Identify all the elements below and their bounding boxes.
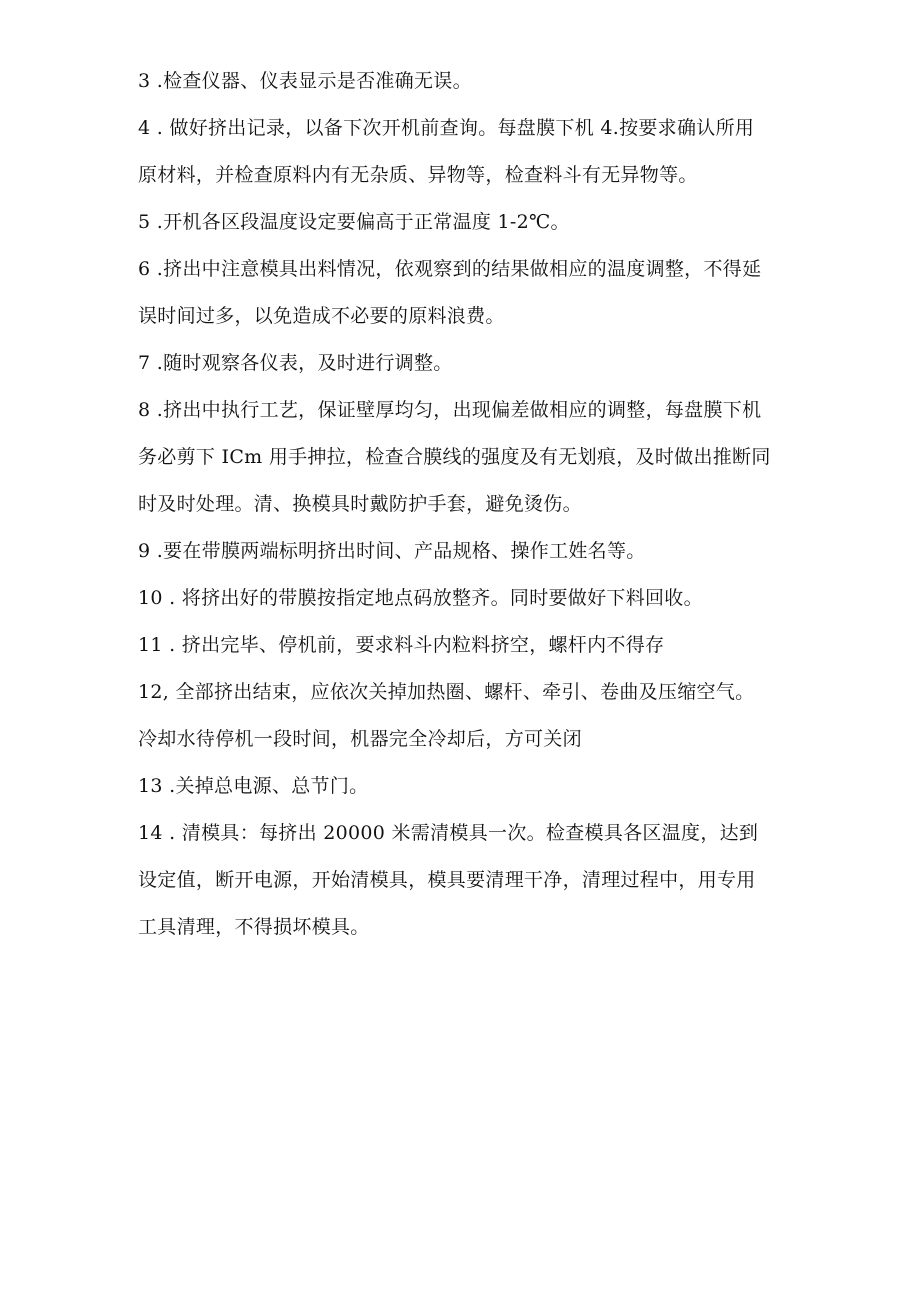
document-page xyxy=(138,58,798,951)
text-line-item-14-cont-2: 工具清理，不得损坏模具。 xyxy=(138,916,370,938)
text-line-item-6-cont: 误时间过多，以免造成不必要的原料浪费。 xyxy=(138,305,505,327)
text-line-item-6: 6 .挤出中注意模具出料情况，依观察到的结果做相应的温度调整，不得延 xyxy=(138,258,762,280)
text-line-item-13: 13 .关掉总电源、总节门。 xyxy=(138,775,369,797)
text-line-item-8-cont-2: 时及时处理。清、换模具时戴防护手套，避免烫伤。 xyxy=(138,493,582,515)
text-line-item-3: 3 .检查仪器、仪表显示是否准确无误。 xyxy=(138,70,472,92)
text-line-item-11: 11 . 挤出完毕、停机前，要求料斗内粒料挤空，螺杆内不得存 xyxy=(138,634,665,656)
text-line-item-4-cont: 原材料，并检查原料内有无杂质、异物等，检查料斗有无异物等。 xyxy=(138,164,698,186)
text-line-item-14: 14 . 清模具：每挤出 20000 米需清模具一次。检查模具各区温度，达到 xyxy=(138,822,759,844)
text-line-item-8-cont-1: 务必剪下 ICm 用手抻拉，检查合膜线的强度及有无划痕，及时做出推断同 xyxy=(138,446,771,468)
text-line-item-14-cont-1: 设定值，断开电源，开始清模具，模具要清理干净，清理过程中，用专用 xyxy=(138,869,756,891)
text-line-item-7: 7 .随时观察各仪表，及时进行调整。 xyxy=(138,352,453,374)
text-line-item-8: 8 .挤出中执行工艺，保证壁厚均匀，出现偏差做相应的调整，每盘膜下机 xyxy=(138,399,762,421)
text-line-item-4: 4 . 做好挤出记录，以备下次开机前查询。每盘膜下机 4.按要求确认所用 xyxy=(138,117,755,139)
text-line-item-10: 10 . 将挤出好的带膜按指定地点码放整齐。同时要做好下料回收。 xyxy=(138,587,703,609)
text-line-item-12-cont: 冷却水待停机一段时间，机器完全冷却后，方可关闭 xyxy=(138,728,582,750)
text-line-item-5: 5 .开机各区段温度设定要偏高于正常温度 1-2℃。 xyxy=(138,211,570,233)
text-line-item-9: 9 .要在带膜两端标明挤出时间、产品规格、操作工姓名等。 xyxy=(138,540,646,562)
text-line-item-12: 12, 全部挤出结束，应依次关掉加热圈、螺杆、牵引、卷曲及压缩空气。 xyxy=(138,681,755,703)
